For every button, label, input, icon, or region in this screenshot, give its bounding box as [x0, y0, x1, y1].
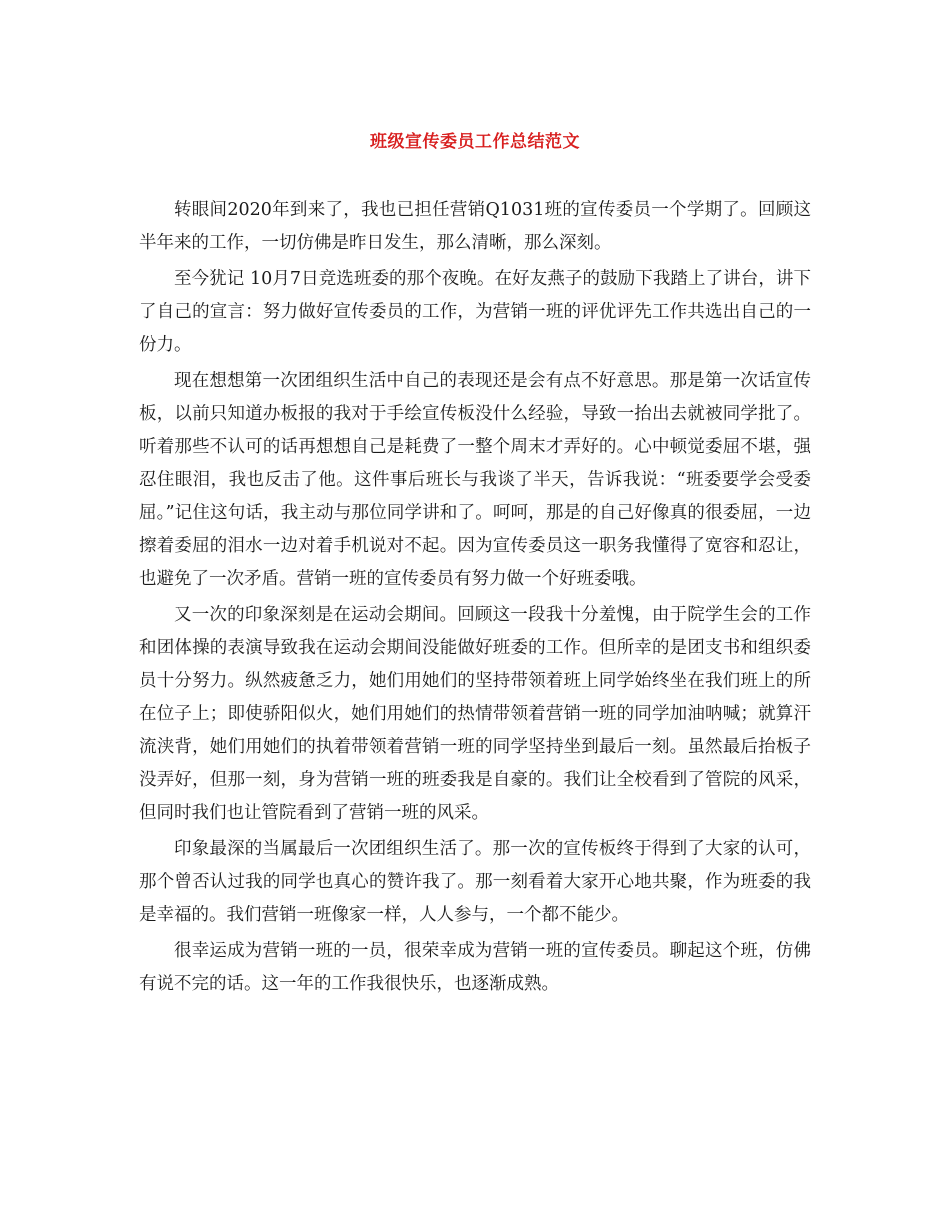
- document-title: 班级宣传委员工作总结范文: [370, 132, 580, 152]
- document-body: [139, 194, 811, 1004]
- paragraph-2: 至今犹记 10月7日竞选班委的那个夜晚。在好友燕子的鼓励下我踏上了讲台，讲下了自己的宣言：努力做好宣传委员的工作，为营销一班的评优评先工作共选出自己的一份力。: [139, 269, 811, 355]
- paragraph-3: 现在想想第一次团组织生活中自己的表现还是会有点不好意思。那是第一次话宣传板，以前只知道办板报的我对于手绘宣传板没什么经验，导致一抬出去就被同学批了。听着那些不认可的话再想想自己是耗费了一整个周末才弄好的。心中顿觉委屈不堪，强忍住眼泪，我也反击了他。这件事后班长与我谈了半天，告诉我说：“班委要学会受委屈。”记住这句话，我主动与那位同学讲和了。呵呵，那是的自己好像真的很委屈，一边擦着委屈的泪水一边对着手机说对不起。因为宣传委员这一职务我懂得了宽容和忍让，也避免了一次矛盾。营销一班的宣传委员有努力做一个好班委哦。: [139, 371, 811, 589]
- paragraph-5: 印象最深的当属最后一次团组织生活了。那一次的宣传板终于得到了大家的认可，那个曾否认过我的同学也真心的赞许我了。那一刻看着大家开心地共聚，作为班委的我是幸福的。我们营销一班像家一样，人人参与，一个都不能少。: [139, 839, 811, 925]
- paragraph-4: 又一次的印象深刻是在运动会期间。回顾这一段我十分羞愧，由于院学生会的工作和团体操的表演导致我在运动会期间没能做好班委的工作。但所幸的是团支书和组织委员十分努力。纵然疲惫乏力，她们用她们的坚持带领着班上同学始终坐在我们班上的所在位子上；即使骄阳似火，她们用她们的热情带领着营销一班的同学加油呐喊；就算汗流浃背，她们用她们的执着带领着营销一班的同学坚持坐到最后一刻。虽然最后抬板子没弄好，但那一刻，身为营销一班的班委我是自豪的。我们让全校看到了管院的风采，但同时我们也让管院看到了营销一班的风采。: [139, 605, 811, 823]
- paragraph-6: 很幸运成为营销一班的一员，很荣幸成为营销一班的宣传委员。聊起这个班，仿佛有说不完的话。这一年的工作我很快乐，也逐渐成熟。: [139, 941, 811, 994]
- paragraph-1: 转眼间2020年到来了，我也已担任营销Q1031班的宣传委员一个学期了。回顾这半年来的工作，一切仿佛是昨日发生，那么清晰，那么深刻。: [139, 200, 811, 253]
